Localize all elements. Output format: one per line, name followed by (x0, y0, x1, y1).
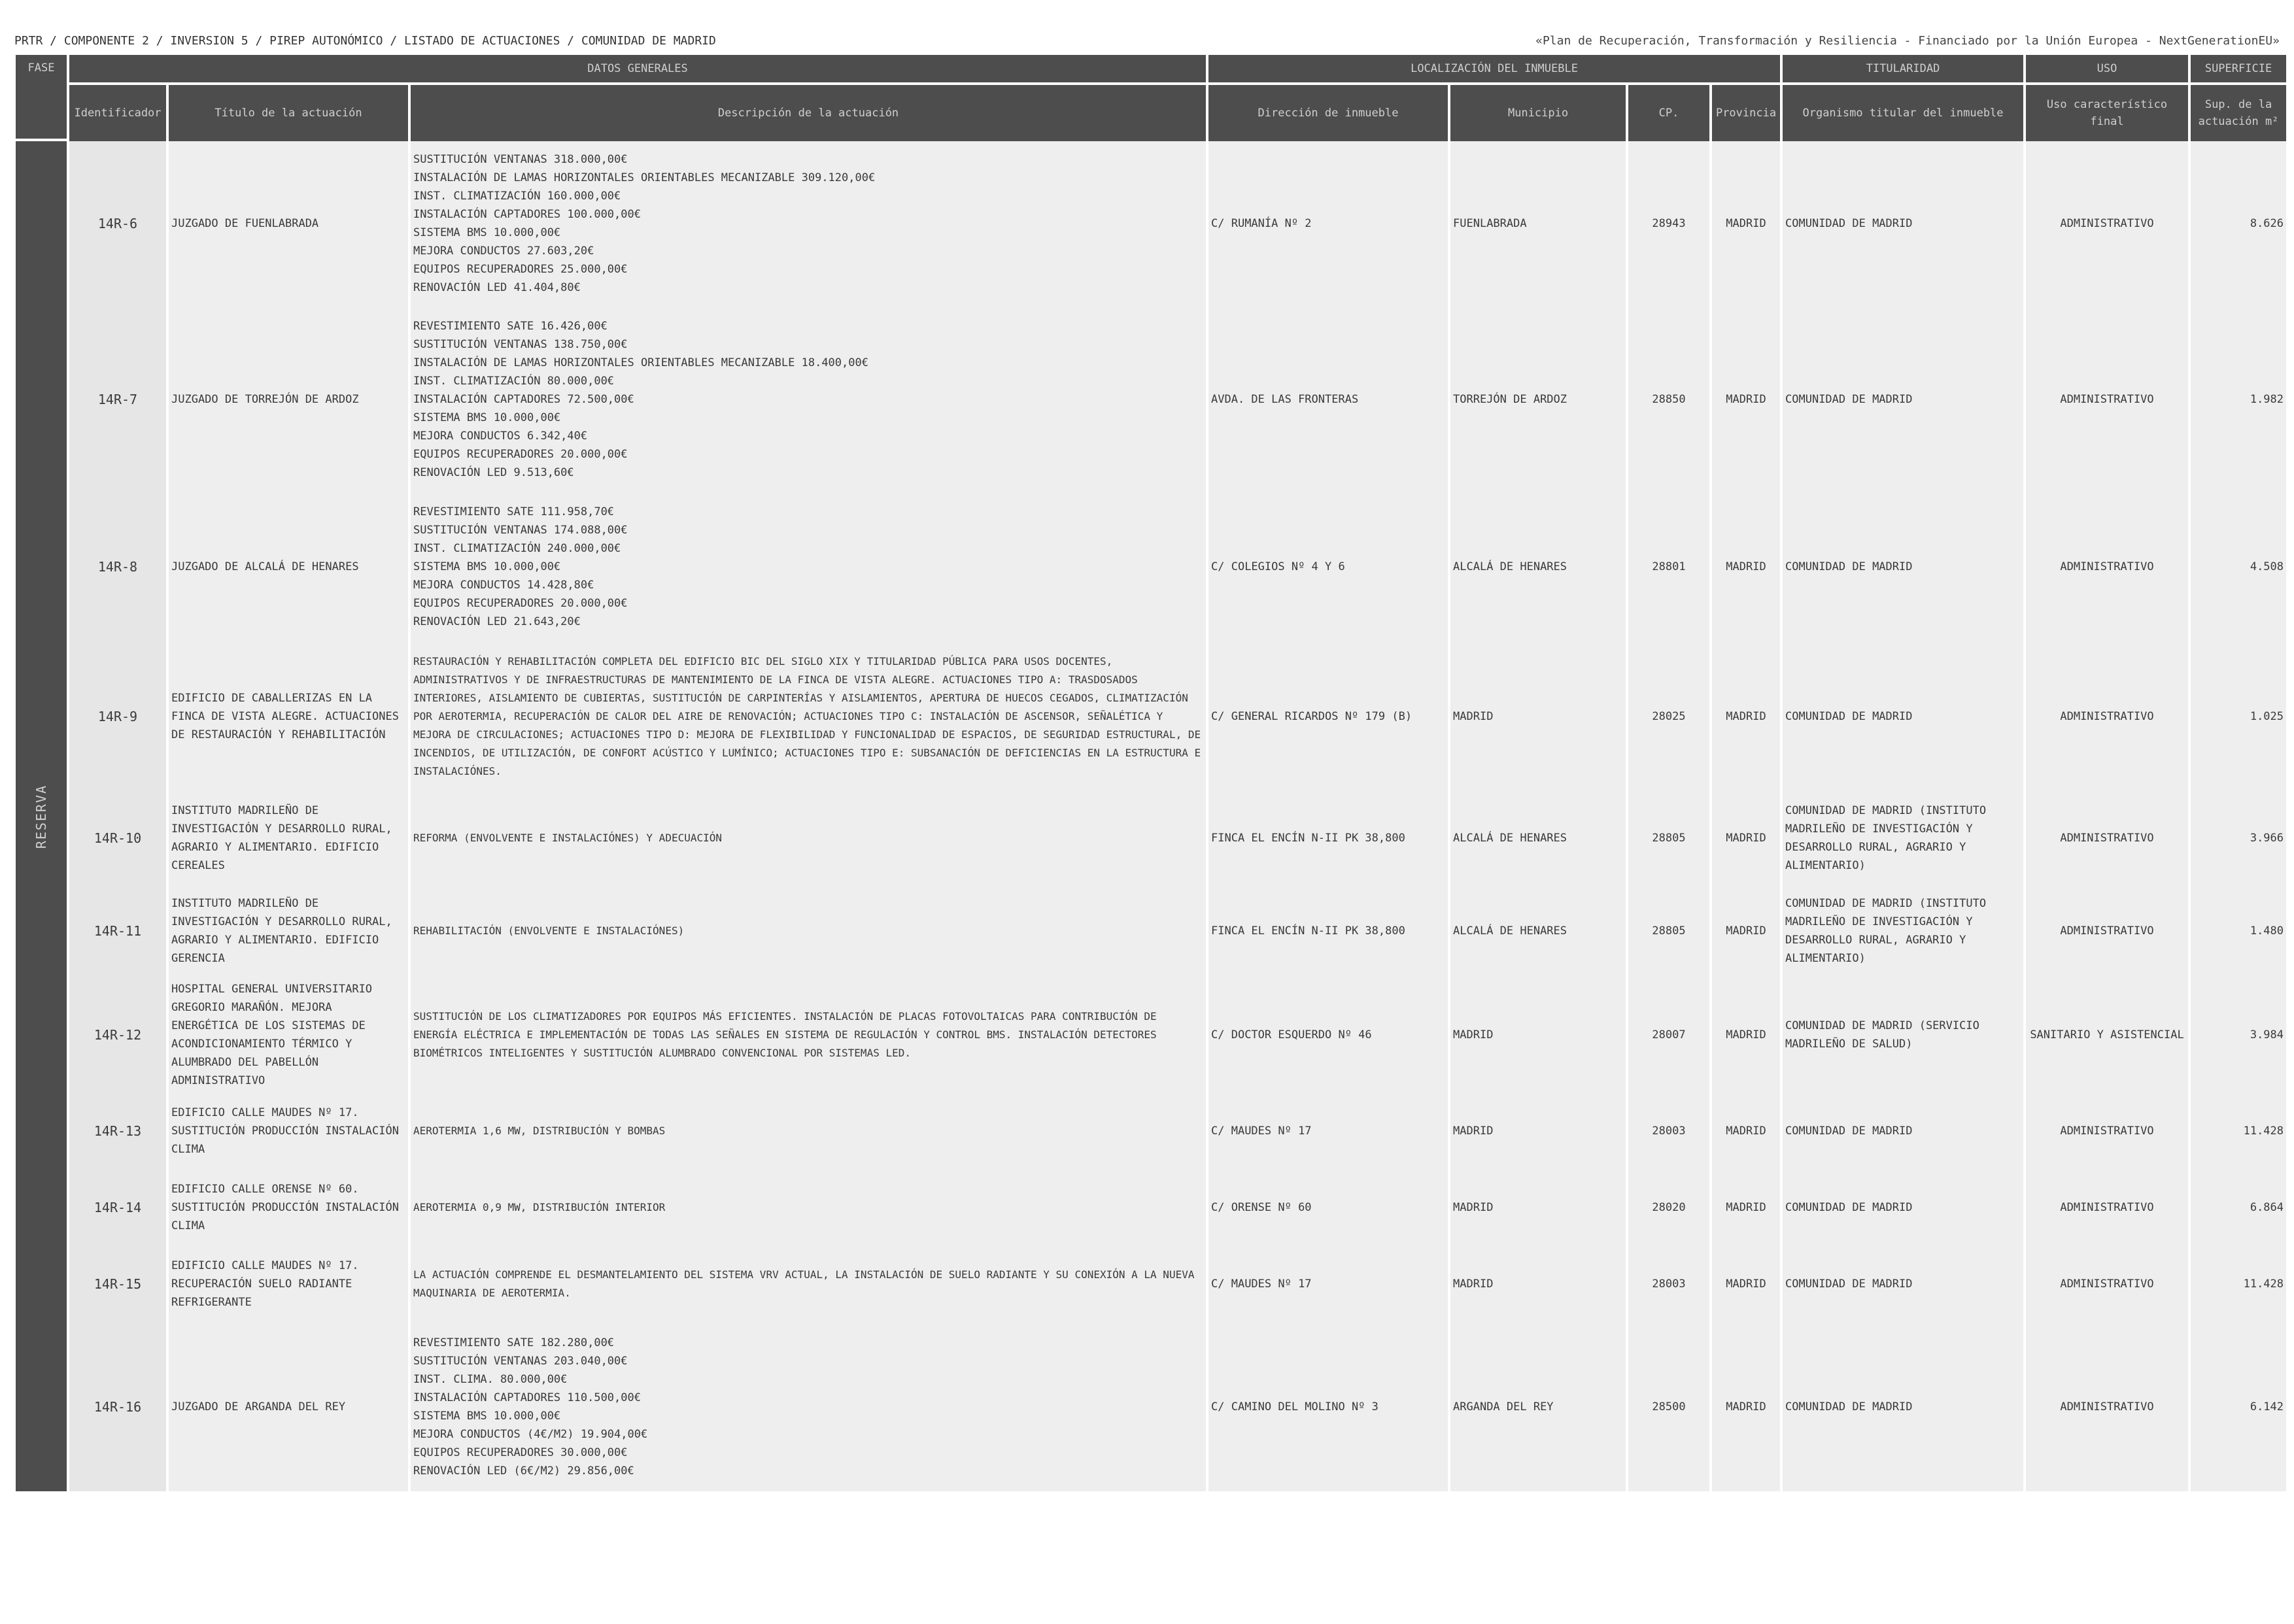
cell-titulo: JUZGADO DE TORREJÓN DE ARDOZ (169, 306, 408, 492)
cell-provincia: MADRID (1712, 492, 1780, 641)
desc-line: SISTEMA BMS 10.000,00€ (413, 1410, 561, 1423)
cell-titulo: EDIFICIO CALLE ORENSE Nº 60. SUSTITUCIÓN PRODUCCIÓN INSTALACIÓN CLIMA (169, 1170, 408, 1245)
group-titularidad: TITULARIDAD (1783, 55, 2023, 85)
desc-text: REFORMA (ENVOLVENTE E INSTALACIÓNES) Y ADECUACIÓN (413, 832, 723, 844)
cell-id: 14R-8 (69, 492, 166, 641)
desc-line: SUSTITUCIÓN VENTANAS 203.040,00€ (413, 1355, 628, 1368)
cell-uso: ADMINISTRATIVO (2026, 141, 2188, 306)
cell-superficie: 11.428 (2191, 1245, 2286, 1323)
desc-line: EQUIPOS RECUPERADORES 20.000,00€ (413, 597, 628, 610)
desc-line: REVESTIMIENTO SATE 16.426,00€ (413, 319, 608, 333)
cell-provincia: MADRID (1712, 1323, 1780, 1491)
cell-municipio: MADRID (1450, 1170, 1626, 1245)
page-header (14, 30, 2280, 54)
cell-descripcion (411, 306, 1206, 492)
col-cp: CP. (1628, 85, 1709, 141)
cell-descripcion (411, 977, 1206, 1092)
desc-line: MEJORA CONDUCTOS 6.342,40€ (413, 429, 588, 443)
funding-note: «Plan de Recuperación, Transformación y Resiliencia - Financiado por la Unión Europea - NextGenerationEU» (1535, 34, 2280, 48)
cell-direccion: FINCA EL ENCÍN N-II PK 38,800 (1208, 792, 1448, 885)
desc-line: SISTEMA BMS 10.000,00€ (413, 560, 561, 573)
desc-line: INSTALACIÓN CAPTADORES 100.000,00€ (413, 208, 641, 221)
cell-direccion: C/ RUMANÍA Nº 2 (1208, 141, 1448, 306)
table-row (16, 885, 2286, 977)
cell-titulo: JUZGADO DE FUENLABRADA (169, 141, 408, 306)
cell-descripcion (411, 1092, 1206, 1170)
cell-municipio: MADRID (1450, 641, 1626, 792)
col-municipio: Municipio (1450, 85, 1626, 141)
desc-text: AEROTERMIA 0,9 MW, DISTRIBUCIÓN INTERIOR (413, 1201, 666, 1213)
desc-line: SUSTITUCIÓN VENTANAS 174.088,00€ (413, 524, 628, 537)
desc-line: RENOVACIÓN LED 41.404,80€ (413, 281, 581, 294)
cell-municipio: ALCALÁ DE HENARES (1450, 492, 1626, 641)
cell-cp: 28805 (1628, 885, 1709, 977)
cell-descripcion (411, 792, 1206, 885)
cell-id: 14R-7 (69, 306, 166, 492)
cell-municipio: MADRID (1450, 977, 1626, 1092)
cell-descripcion (411, 141, 1206, 306)
table-row (16, 492, 2286, 641)
cell-provincia: MADRID (1712, 1245, 1780, 1323)
desc-text: AEROTERMIA 1,6 MW, DISTRIBUCIÓN Y BOMBAS (413, 1125, 666, 1137)
cell-municipio: ALCALÁ DE HENARES (1450, 885, 1626, 977)
table-row (16, 141, 2286, 306)
cell-titulo: EDIFICIO CALLE MAUDES Nº 17. SUSTITUCIÓN PRODUCCIÓN INSTALACIÓN CLIMA (169, 1092, 408, 1170)
cell-uso: ADMINISTRATIVO (2026, 306, 2188, 492)
cell-id: 14R-14 (69, 1170, 166, 1245)
cell-municipio: ALCALÁ DE HENARES (1450, 792, 1626, 885)
cell-titulo: EDIFICIO CALLE MAUDES Nº 17. RECUPERACIÓN SUELO RADIANTE REFRIGERANTE (169, 1245, 408, 1323)
cell-superficie: 6.864 (2191, 1170, 2286, 1245)
col-provincia: Provincia (1712, 85, 1780, 141)
cell-titulo: JUZGADO DE ARGANDA DEL REY (169, 1323, 408, 1491)
cell-uso: ADMINISTRATIVO (2026, 1245, 2188, 1323)
cell-cp: 28003 (1628, 1092, 1709, 1170)
cell-organismo: COMUNIDAD DE MADRID (1783, 1170, 2023, 1245)
desc-text: SUSTITUCIÓN DE LOS CLIMATIZADORES POR EQUIPOS MÁS EFICIENTES. INSTALACIÓN DE PLACAS FOTOVOLTAICAS PARA CONTRIBUCIÓN DE ENERGÍA ELÉCTRICA E IMPLEMENTACIÓN DE TODAS LAS SEÑALES EN SISTEMA DE REGULACIÓN Y CONTROL BMS. INSTALACIÓN DETECTORES BIOMÉTRICOS INTELIGENTES Y SUSTITUCIÓN ALUMBRADO CONVENCIONAL POR SISTEMAS LED. (413, 1010, 1157, 1059)
cell-id: 14R-11 (69, 885, 166, 977)
desc-line: REVESTIMIENTO SATE 182.280,00€ (413, 1336, 615, 1349)
cell-organismo: COMUNIDAD DE MADRID (1783, 141, 2023, 306)
cell-cp: 28003 (1628, 1245, 1709, 1323)
desc-line: INST. CLIMATIZACIÓN 160.000,00€ (413, 190, 621, 203)
desc-line: INSTALACIÓN CAPTADORES 110.500,00€ (413, 1391, 641, 1404)
cell-municipio: MADRID (1450, 1092, 1626, 1170)
cell-id: 14R-12 (69, 977, 166, 1092)
cell-direccion: C/ CAMINO DEL MOLINO Nº 3 (1208, 1323, 1448, 1491)
cell-organismo: COMUNIDAD DE MADRID (1783, 641, 2023, 792)
desc-line: INSTALACIÓN DE LAMAS HORIZONTALES ORIENTABLES MECANIZABLE 18.400,00€ (413, 356, 868, 369)
cell-id: 14R-10 (69, 792, 166, 885)
desc-line: EQUIPOS RECUPERADORES 20.000,00€ (413, 447, 628, 461)
cell-titulo: INSTITUTO MADRILEÑO DE INVESTIGACIÓN Y DESARROLLO RURAL, AGRARIO Y ALIMENTARIO. EDIFICIO CEREALES (169, 792, 408, 885)
cell-organismo: COMUNIDAD DE MADRID (1783, 492, 2023, 641)
col-titulo: Título de la actuación (169, 85, 408, 141)
group-uso: USO (2026, 55, 2188, 85)
cell-cp: 28500 (1628, 1323, 1709, 1491)
col-direccion: Dirección de inmueble (1208, 85, 1448, 141)
desc-line: SISTEMA BMS 10.000,00€ (413, 411, 561, 424)
cell-id: 14R-6 (69, 141, 166, 306)
cell-superficie: 1.480 (2191, 885, 2286, 977)
desc-line: INST. CLIMATIZACIÓN 80.000,00€ (413, 374, 615, 388)
cell-cp: 28805 (1628, 792, 1709, 885)
col-identificador: Identificador (69, 85, 166, 141)
col-uso-final: Uso característico final (2026, 85, 2188, 141)
cell-descripcion (411, 492, 1206, 641)
cell-uso: SANITARIO Y ASISTENCIAL (2026, 977, 2188, 1092)
cell-superficie: 3.966 (2191, 792, 2286, 885)
table-row (16, 1323, 2286, 1491)
cell-provincia: MADRID (1712, 306, 1780, 492)
cell-uso: ADMINISTRATIVO (2026, 1092, 2188, 1170)
cell-municipio: TORREJÓN DE ARDOZ (1450, 306, 1626, 492)
cell-cp: 28801 (1628, 492, 1709, 641)
cell-superficie: 1.025 (2191, 641, 2286, 792)
desc-line: RENOVACIÓN LED (6€/M2) 29.856,00€ (413, 1464, 634, 1478)
cell-direccion: FINCA EL ENCÍN N-II PK 38,800 (1208, 885, 1448, 977)
cell-superficie: 3.984 (2191, 977, 2286, 1092)
actuaciones-table (13, 55, 2289, 1491)
cell-cp: 28025 (1628, 641, 1709, 792)
desc-line: RENOVACIÓN LED 9.513,60€ (413, 465, 574, 479)
cell-descripcion (411, 641, 1206, 792)
cell-direccion: C/ COLEGIOS Nº 4 Y 6 (1208, 492, 1448, 641)
table-row (16, 1245, 2286, 1323)
cell-titulo: JUZGADO DE ALCALÁ DE HENARES (169, 492, 408, 641)
desc-line: MEJORA CONDUCTOS (4€/M2) 19.904,00€ (413, 1428, 648, 1441)
desc-line: MEJORA CONDUCTOS 27.603,20€ (413, 245, 594, 258)
cell-superficie: 8.626 (2191, 141, 2286, 306)
cell-descripcion (411, 885, 1206, 977)
desc-line: SISTEMA BMS 10.000,00€ (413, 226, 561, 239)
group-localizacion: LOCALIZACIÓN DEL INMUEBLE (1208, 55, 1780, 85)
cell-uso: ADMINISTRATIVO (2026, 885, 2188, 977)
cell-organismo: COMUNIDAD DE MADRID (1783, 1245, 2023, 1323)
breadcrumb: PRTR / COMPONENTE 2 / INVERSION 5 / PIREP AUTONÓMICO / LISTADO DE ACTUACIONES / COMUNIDAD DE MADRID (14, 34, 716, 48)
table-row (16, 306, 2286, 492)
desc-line: MEJORA CONDUCTOS 14.428,80€ (413, 579, 594, 592)
cell-municipio: FUENLABRADA (1450, 141, 1626, 306)
desc-line: RENOVACIÓN LED 21.643,20€ (413, 615, 581, 628)
cell-id: 14R-13 (69, 1092, 166, 1170)
cell-direccion: C/ MAUDES Nº 17 (1208, 1092, 1448, 1170)
table-row (16, 641, 2286, 792)
cell-direccion: C/ ORENSE Nº 60 (1208, 1170, 1448, 1245)
cell-cp: 28020 (1628, 1170, 1709, 1245)
desc-line: REVESTIMIENTO SATE 111.958,70€ (413, 505, 615, 518)
table-row (16, 792, 2286, 885)
cell-provincia: MADRID (1712, 641, 1780, 792)
cell-organismo: COMUNIDAD DE MADRID (INSTITUTO MADRILEÑO DE INVESTIGACIÓN Y DESARROLLO RURAL, AGRARIO Y ALIMENTARIO) (1783, 792, 2023, 885)
cell-titulo: INSTITUTO MADRILEÑO DE INVESTIGACIÓN Y DESARROLLO RURAL, AGRARIO Y ALIMENTARIO. EDIFICIO GERENCIA (169, 885, 408, 977)
cell-provincia: MADRID (1712, 1170, 1780, 1245)
cell-municipio: MADRID (1450, 1245, 1626, 1323)
cell-superficie: 1.982 (2191, 306, 2286, 492)
cell-direccion: AVDA. DE LAS FRONTERAS (1208, 306, 1448, 492)
cell-uso: ADMINISTRATIVO (2026, 641, 2188, 792)
desc-text: RESTAURACIÓN Y REHABILITACIÓN COMPLETA DEL EDIFICIO BIC DEL SIGLO XIX Y TITULARIDAD PÚBLICA PARA USOS DOCENTES, ADMINISTRATIVOS Y DE INFRAESTRUCTURAS DE MANTENIMIENTO DE LA FINCA DE VISTA ALEGRE. ACTUACIONES TIPO A: TRASDOSADOS INTERIORES, AISLAMIENTO DE CUBIERTAS, SUSTITUCIÓN DE CARPINTERÍAS Y AISLAMIENTOS, APERTURA DE HUECOS CEGADOS, CLIMATIZACIÓN POR AEROTERMIA, RECUPERACIÓN DE CALOR DEL AIRE DE RENOVACIÓN; ACTUACIONES TIPO C: INSTALACIÓN DE ASCENSOR, SEÑALÉTICA Y MEJORA DE CIRCULACIONES; ACTUACIONES TIPO D: MEJORA DE FLEXIBILIDAD Y FUNCIONALIDAD DE ESPACIOS, DE SEGURIDAD ESTRUCTURAL, DE INCENDIOS, DE UTILIZACIÓN, DE CONFORT ACÚSTICO Y LUMÍNICO; ACTUACIONES TIPO E: SUBSANACIÓN DE DEFICIENCIAS EN LA ESTRUCTURA E INSTALACIÓNES. (413, 655, 1201, 777)
desc-line: EQUIPOS RECUPERADORES 25.000,00€ (413, 263, 628, 276)
cell-direccion: C/ GENERAL RICARDOS Nº 179 (B) (1208, 641, 1448, 792)
cell-titulo: EDIFICIO DE CABALLERIZAS EN LA FINCA DE VISTA ALEGRE. ACTUACIONES DE RESTAURACIÓN Y REHABILITACIÓN (169, 641, 408, 792)
cell-superficie: 4.508 (2191, 492, 2286, 641)
desc-text: REHABILITACIÓN (ENVOLVENTE E INSTALACIÓNES) (413, 924, 685, 937)
desc-line: INSTALACIÓN DE LAMAS HORIZONTALES ORIENTABLES MECANIZABLE 309.120,00€ (413, 171, 876, 184)
group-superficie: SUPERFICIE (2191, 55, 2286, 85)
cell-provincia: MADRID (1712, 141, 1780, 306)
cell-id: 14R-15 (69, 1245, 166, 1323)
cell-cp: 28850 (1628, 306, 1709, 492)
cell-descripcion (411, 1245, 1206, 1323)
cell-provincia: MADRID (1712, 792, 1780, 885)
cell-provincia: MADRID (1712, 885, 1780, 977)
group-datos-generales: DATOS GENERALES (69, 55, 1206, 85)
col-organismo: Organismo titular del inmueble (1783, 85, 2023, 141)
col-superficie: Sup. de la actuación m² (2191, 85, 2286, 141)
table-row (16, 1170, 2286, 1245)
desc-line: INSTALACIÓN CAPTADORES 72.500,00€ (413, 392, 634, 406)
desc-line: SUSTITUCIÓN VENTANAS 318.000,00€ (413, 153, 628, 166)
cell-direccion: C/ MAUDES Nº 17 (1208, 1245, 1448, 1323)
cell-descripcion (411, 1323, 1206, 1491)
cell-uso: ADMINISTRATIVO (2026, 1323, 2188, 1491)
fase-label: RESERVA (33, 784, 49, 849)
cell-organismo: COMUNIDAD DE MADRID (1783, 1323, 2023, 1491)
cell-id: 14R-9 (69, 641, 166, 792)
cell-descripcion (411, 1170, 1206, 1245)
cell-id: 14R-16 (69, 1323, 166, 1491)
desc-line: EQUIPOS RECUPERADORES 30.000,00€ (413, 1446, 628, 1459)
cell-provincia: MADRID (1712, 1092, 1780, 1170)
cell-superficie: 6.142 (2191, 1323, 2286, 1491)
desc-text: LA ACTUACIÓN COMPRENDE EL DESMANTELAMIENTO DEL SISTEMA VRV ACTUAL, LA INSTALACIÓN DE SUELO RADIANTE Y SU CONEXIÓN A LA NUEVA MAQUINARIA DE AEROTERMIA. (413, 1268, 1195, 1299)
fase-cell (16, 141, 67, 1491)
cell-organismo: COMUNIDAD DE MADRID (1783, 306, 2023, 492)
desc-line: SUSTITUCIÓN VENTANAS 138.750,00€ (413, 337, 628, 351)
group-fase: FASE (16, 55, 67, 141)
desc-line: INST. CLIMA. 80.000,00€ (413, 1373, 568, 1386)
cell-organismo: COMUNIDAD DE MADRID (SERVICIO MADRILEÑO DE SALUD) (1783, 977, 2023, 1092)
cell-superficie: 11.428 (2191, 1092, 2286, 1170)
table-row (16, 977, 2286, 1092)
col-descripcion: Descripción de la actuación (411, 85, 1206, 141)
desc-line: INST. CLIMATIZACIÓN 240.000,00€ (413, 542, 621, 555)
table-row (16, 1092, 2286, 1170)
cell-cp: 28943 (1628, 141, 1709, 306)
cell-uso: ADMINISTRATIVO (2026, 1170, 2188, 1245)
cell-provincia: MADRID (1712, 977, 1780, 1092)
cell-uso: ADMINISTRATIVO (2026, 792, 2188, 885)
cell-municipio: ARGANDA DEL REY (1450, 1323, 1626, 1491)
cell-organismo: COMUNIDAD DE MADRID (1783, 1092, 2023, 1170)
cell-organismo: COMUNIDAD DE MADRID (INSTITUTO MADRILEÑO DE INVESTIGACIÓN Y DESARROLLO RURAL, AGRARIO Y ALIMENTARIO) (1783, 885, 2023, 977)
cell-cp: 28007 (1628, 977, 1709, 1092)
cell-titulo: HOSPITAL GENERAL UNIVERSITARIO GREGORIO MARAÑÓN. MEJORA ENERGÉTICA DE LOS SISTEMAS DE ACONDICIONAMIENTO TÉRMICO Y ALUMBRADO DEL PABELLÓN ADMINISTRATIVO (169, 977, 408, 1092)
cell-uso: ADMINISTRATIVO (2026, 492, 2188, 641)
cell-direccion: C/ DOCTOR ESQUERDO Nº 46 (1208, 977, 1448, 1092)
